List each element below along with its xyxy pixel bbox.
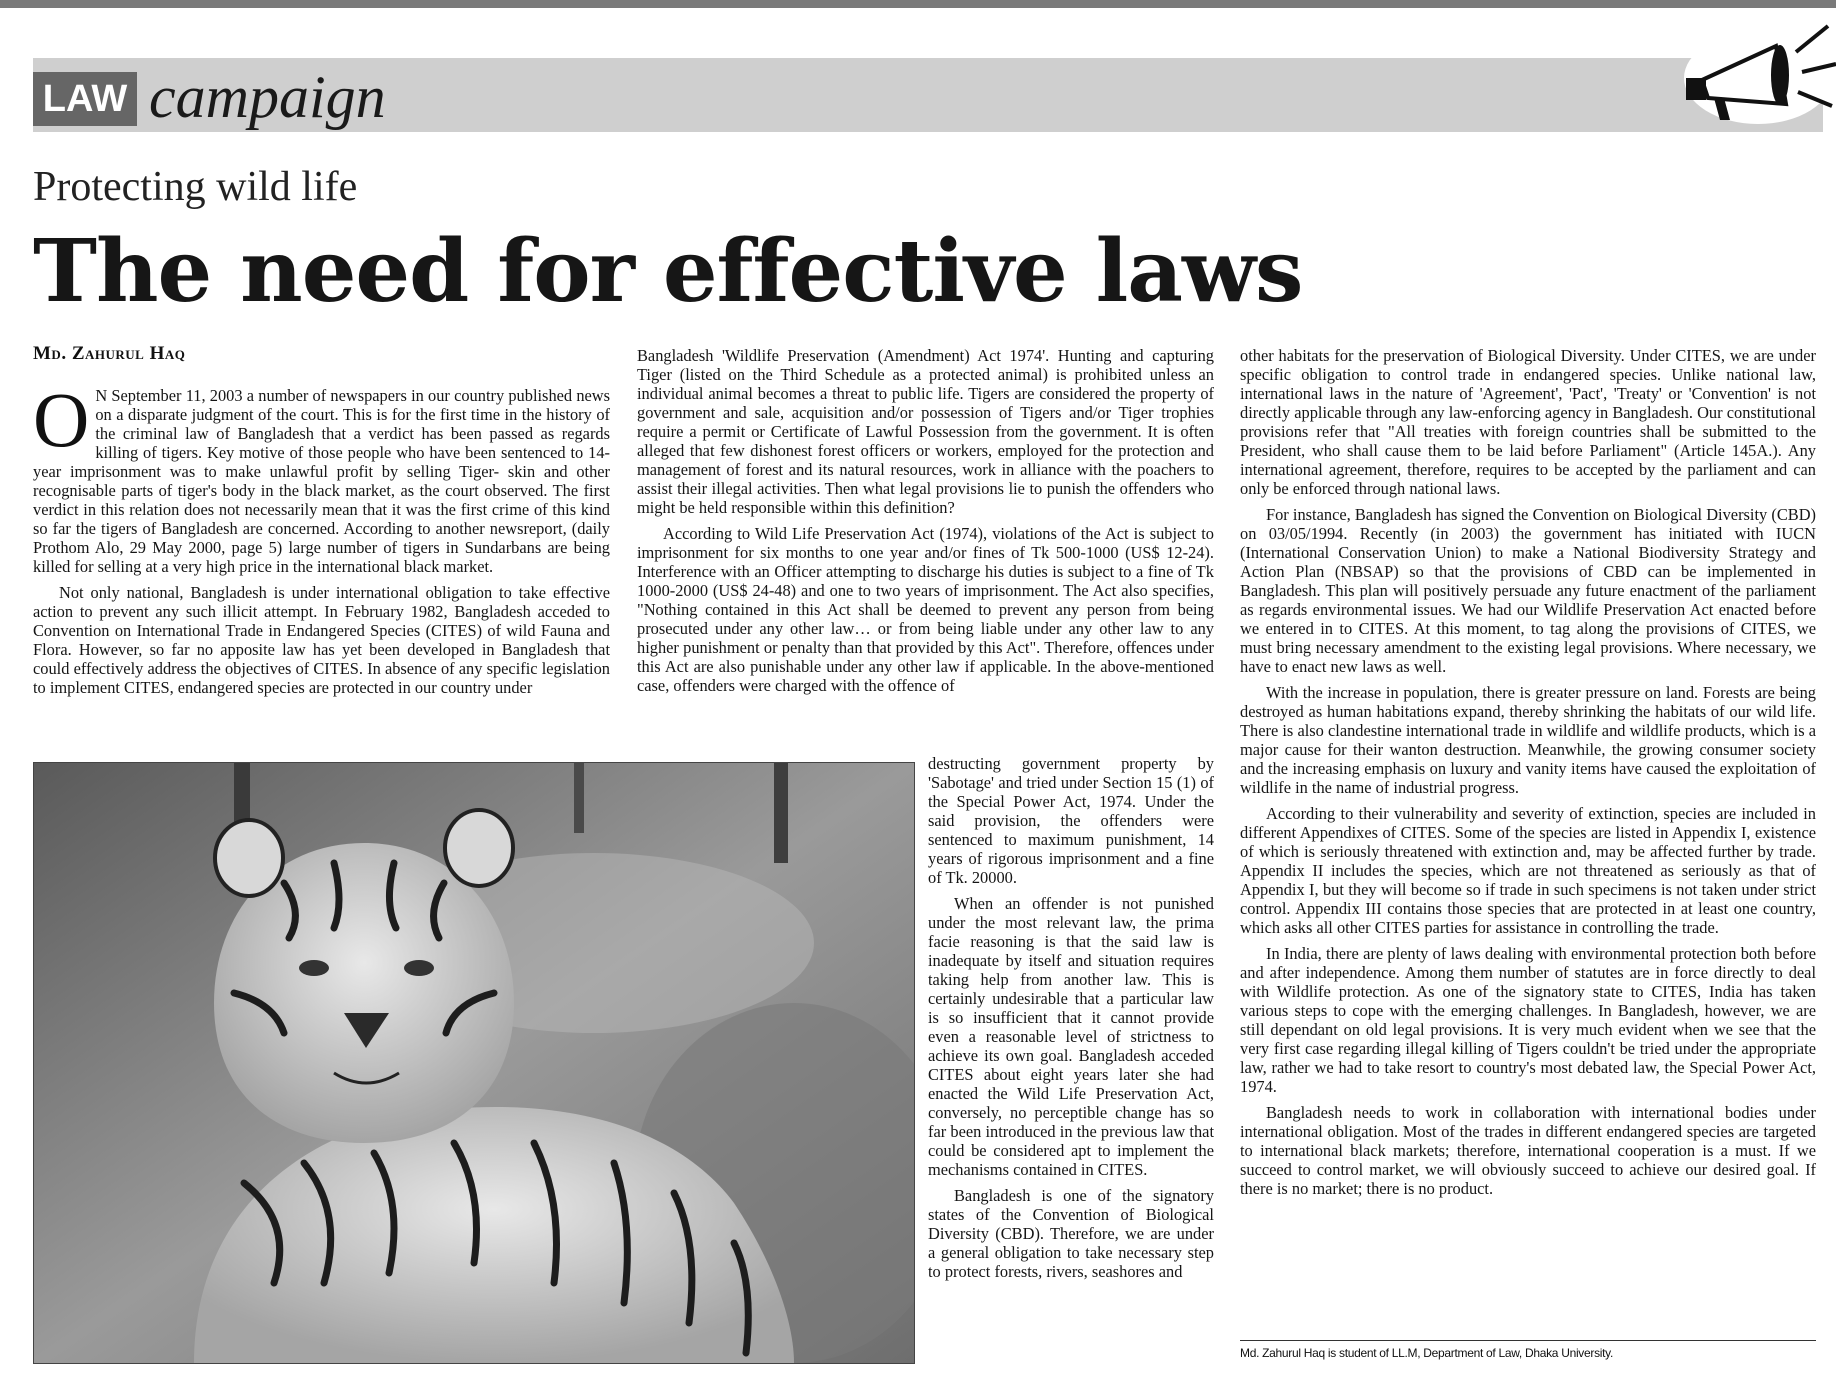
column-2-top: [637, 346, 1214, 752]
paragraph: Bangladesh is one of the signatory states of the Convention of Biological Diversity (CBD). Therefore, we are under a general obligation to take necessary step to protect forests, rivers, seashores and: [928, 1186, 1214, 1281]
paragraph: Not only national, Bangladesh is under international obligation to take effective action to prevent any such illicit attempt. In February 1982, Bangladesh acceded to Convention on International Trade in Endangered Species (CITES) of wild Fauna and Flora. However, so far no apposite law has yet been developed in Bangladesh that could effectively address the objectives of CITES. In absence of any specific legislation to implement CITES, endangered species are protected in our country under: [33, 583, 610, 697]
paragraph: Bangladesh needs to work in collaboration with international bodies under international obligation. Most of the trades in different endangered species are targeted to international black markets; therefore, international cooperation is a must. If we succeed to control market, we will obviously succeed to achieve our desired goal. If there is no market; there is no product.: [1240, 1103, 1816, 1198]
author-credit: Md. Zahurul Haq is student of LL.M, Department of Law, Dhaka University.: [1240, 1340, 1816, 1360]
paragraph: Bangladesh 'Wildlife Preservation (Amendment) Act 1974'. Hunting and capturing Tiger (listed on the Third Schedule as a protected animal) is prohibited unless an individual animal becomes a threat to public life. Tigers are considered the property of government and sale, acquisition and/or possession of Tigers and/or Tiger trophies require a permit or Certificate of Lawful Possession from the government. It is often alleged that few dishonest forest officers or workers, employed for the protection and management of forest and its natural resources, work in alliance with the poachers to assist their illegal activities. Then what legal provisions lie to punish the offenders who might be held responsible within this definition?: [637, 346, 1214, 517]
paragraph: In India, there are plenty of laws dealing with environmental protection both before and after independence. Among them number of statutes are in force directly to deal with Wildlife protection. As one of the signatory state to CITES, India has taken various steps to cope with the emerging challenges. In Bangladesh, however, we are still dependant on old legal provisions. It is very much evident when we see that the very first case regarding illegal killing of Tigers couldn't be tried under the appropriate law, rather we had to take resort to country's most debated law, the Special Power Act, 1974.: [1240, 944, 1816, 1096]
paragraph: destructing government property by 'Sabotage' and tried under Section 15 (1) of the Special Power Act, 1974. Under the said provision, the offenders were sentenced to maximum punishment, 14 years of rigorous imprisonment and a fine of Tk. 20000.: [928, 754, 1214, 887]
column-2-bottom: [928, 754, 1214, 1366]
megaphone-icon: [1658, 20, 1836, 128]
kicker: Protecting wild life: [33, 164, 358, 210]
byline: Md. Zahurul Haq: [33, 343, 186, 364]
section-tag: LAW: [33, 72, 137, 126]
paragraph: other habitats for the preservation of Biological Diversity. Under CITES, we are under specific obligation to control trade in endangered species. Unlike national law, international laws in the nature of 'Agreement', 'Pact', 'Treaty' or 'Convention' is not directly applicable through any law-enforcing agency in Bangladesh. Our constitutional provisions refer that "All treaties with foreign countries shall be submitted to the President, who shall cause them to be laid before Parliament" (Article 145A.). Any international agreement, therefore, requires to be accepted by the parliament and can only be enforced through national laws.: [1240, 346, 1816, 498]
drop-cap: O: [33, 386, 90, 463]
paragraph: According to their vulnerability and severity of extinction, species are included in different Appendixes of CITES. Some of the species are listed in Appendix I, existence of which is seriously threatened with extinction and, may be affected further by trade. Appendix II includes the species, which are not threatened as seriously as that of Appendix I, but they will become so if trade in such specimens is not taken under strict control. Appendix III contains those species that are protected in at least one country, which asks all other CITES parties for assistance in controlling the trade.: [1240, 804, 1816, 937]
column-1: [33, 386, 610, 750]
paragraph: According to Wild Life Preservation Act (1974), violations of the Act is subject to imprisonment for six months to one year and/or fines of Tk 500-1000 (US$ 12-24). Interference with an Officer attempting to discharge his duties is subject to a fine of Tk 1000-2000 (US$ 24-48) and one to two years of imprisonment. The Act also specifies, "Nothing contained in this Act shall be deemed to prevent any person from being prosecuted under any other law… or from being liable under any other law to any higher punishment or penalty than that provided by this Act". Therefore, offences under this Act are also punishable under any other law if applicable. In the above-mentioned case, offenders were charged with the offence of: [637, 524, 1214, 695]
headline: The need for effective laws: [33, 221, 1303, 322]
paragraph: With the increase in population, there is greater pressure on land. Forests are being destroyed as human habitations expand, thereby shrinking the habitats of our wild life. There is also clandestine international trade in wildlife and wildlife products, which is a major cause for their wanton destruction. Meanwhile, the growing consumer society and the increasing emphasis on luxury and vanity items have caused the exploitation of wildlife in the name of industrial progress.: [1240, 683, 1816, 797]
column-3: [1240, 346, 1816, 1336]
top-rule: [0, 0, 1836, 8]
section-title: campaign: [149, 64, 386, 130]
paragraph: When an offender is not punished under the most relevant law, the prima facie reasoning is that the said law is inadequate by itself and situation requires taking help from another law. This is certainly undesirable that a particular law is so insufficient that it cannot provide even a reasonable level of strictness to achieve its own goal. Bangladesh acceded CITES about eight years later she had enacted the Wild Life Preservation Act, conversely, no perceptible change has so far been introduced in the previous law that could be considered apt to implement the mechanisms contained in CITES.: [928, 894, 1214, 1179]
tiger-photo: [33, 762, 915, 1364]
paragraph: For instance, Bangladesh has signed the Convention on Biological Diversity (CBD) on 03/05/1994. Recently (in 2003) the government has initiated with IUCN (International Conservation Union) to make a National Biodiversity Strategy and Action Plan (NBSAP) so that the provisions of CBD can be implemented in Bangladesh. This plan will positively persuade any future enactment of the parliament as regards environmental issues. We had our Wildlife Preservation Act enacted before we entered in to CITES. At this moment, to tag along the provisions of CITES, we must bring necessary amendment to the existing legal provisions. Where necessary, we have to enact new laws as well.: [1240, 505, 1816, 676]
section-banner: [33, 58, 1823, 132]
tiger-image: [34, 763, 914, 1363]
paragraph-text: N September 11, 2003 a number of newspapers in our country published news on a disparate judgment of the court. This is for the first time in the history of the criminal law of Bangladesh that a verdict has been passed as regards killing of tigers. Key motive of those people who have been sentenced to 14-year imprisonment was to make unlawful profit by selling Tiger- skin and other recognisable parts of tiger's body in the black market, as the court observed. The first verdict in this relation does not necessarily mean that it was the first crime of this kind so far the tigers of Bangladesh are concerned. According to another newsreport, (daily Prothom Alo, 29 May 2000, page 5) large number of tigers in Sundarbans are being killed for selling at a very high price in the international black market.: [33, 386, 610, 576]
paragraph: [33, 386, 610, 576]
